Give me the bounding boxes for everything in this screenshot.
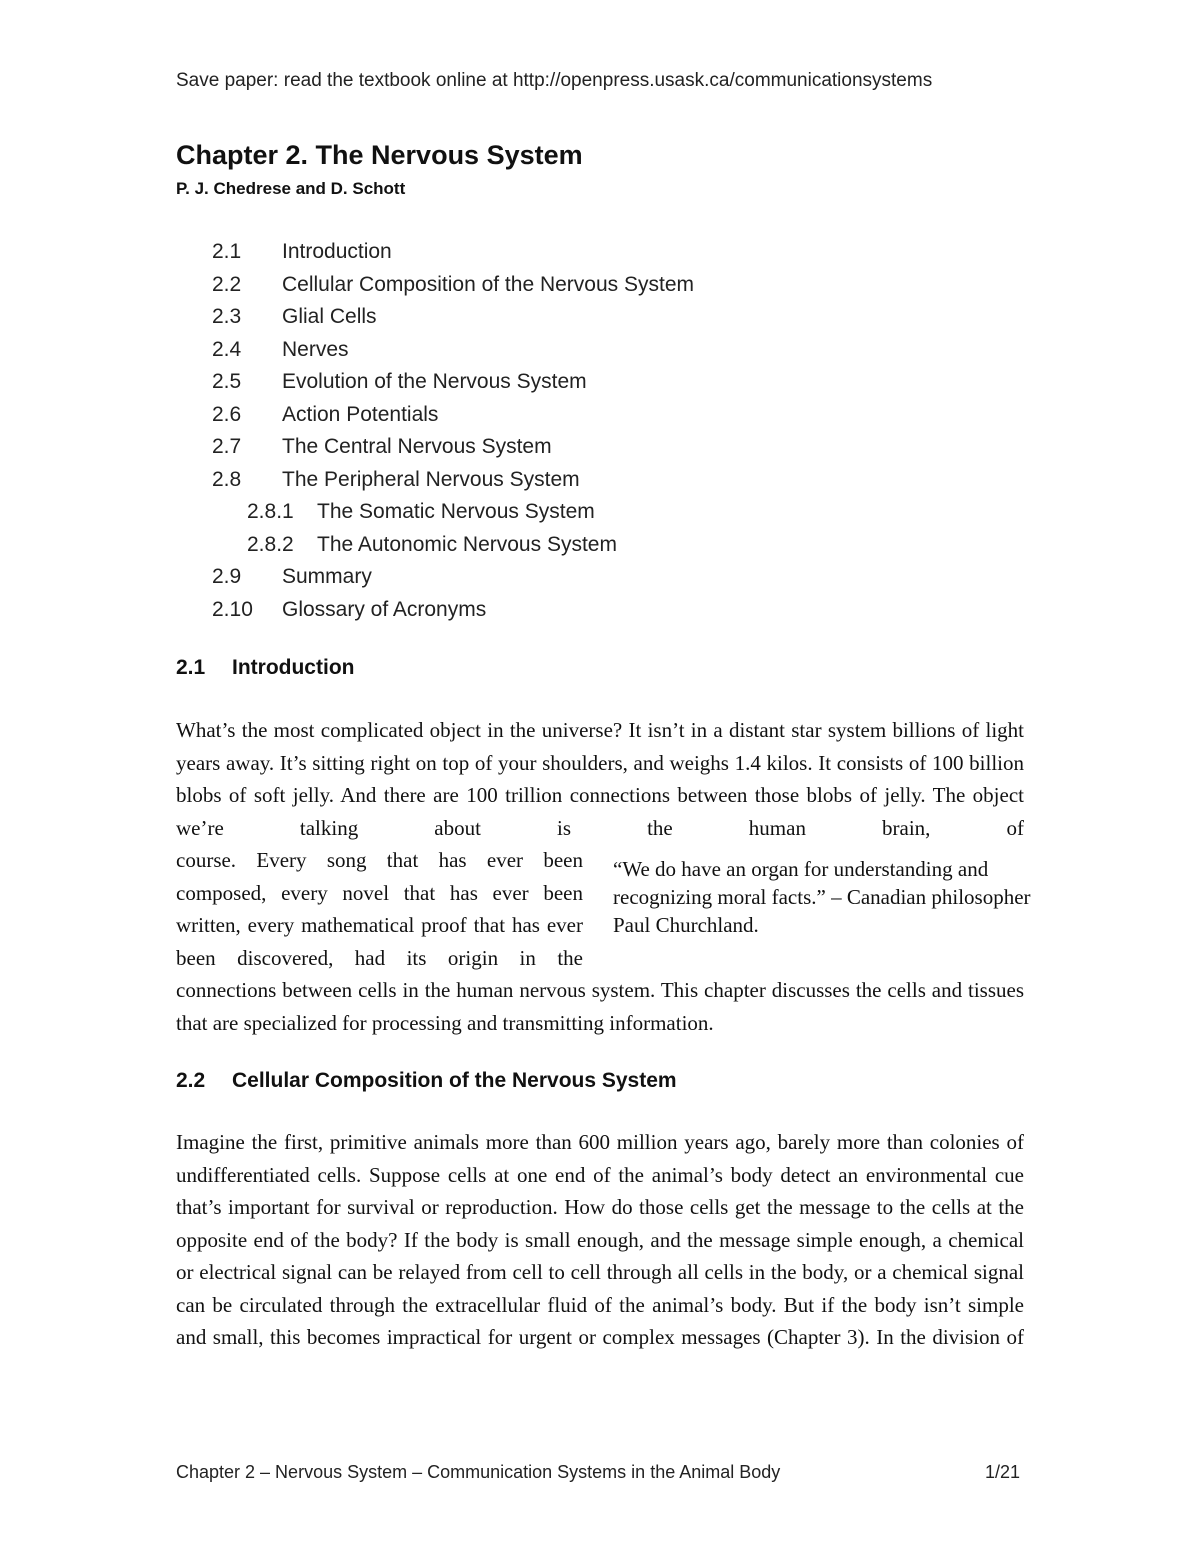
toc-item-number: 2.8.2 — [247, 532, 294, 556]
toc-item — [212, 334, 694, 367]
section-number: 2.1 — [176, 656, 206, 679]
toc-item-number: 2.8.1 — [247, 500, 294, 523]
toc-item-number: 2.7 — [212, 435, 242, 458]
toc-item-number: 2.2 — [212, 272, 242, 296]
toc-item — [212, 431, 694, 464]
toc-item — [212, 464, 694, 497]
toc-item — [212, 594, 694, 627]
toc-item-number: 2.3 — [212, 305, 242, 328]
toc-item-label: Introduction — [282, 240, 392, 263]
section-heading-introduction — [176, 656, 354, 680]
toc-item-label: The Somatic Nervous System — [317, 500, 595, 523]
chapter-title: Chapter 2. The Nervous System — [176, 140, 583, 170]
footer-page-number: 1/21 — [985, 1462, 1021, 1482]
toc-item-number: 2.5 — [212, 370, 242, 393]
intro-paragraph-bottom: connections between cells in the human nervous system. This chapter discusses the cells and tissues that are specialized for processing and transmitting information. — [176, 978, 1024, 1035]
toc-subitem — [212, 529, 694, 562]
table-of-contents — [212, 236, 694, 626]
toc-item-label: Glial Cells — [282, 305, 377, 328]
toc-item — [212, 561, 694, 594]
toc-item — [212, 301, 694, 334]
toc-item-label: The Peripheral Nervous System — [282, 467, 580, 491]
section-number: 2.2 — [176, 1069, 206, 1092]
toc-item — [212, 366, 694, 399]
toc-item-label: Nerves — [282, 337, 349, 361]
toc-item-label: The Central Nervous System — [282, 435, 552, 458]
pull-quote: “We do have an organ for understanding and recognizing moral facts.” – Canadian philosopher Paul Churchland. — [613, 857, 1031, 937]
toc-item-number: 2.8 — [212, 467, 242, 491]
section-title: Introduction — [232, 656, 355, 679]
toc-item-label: Glossary of Acronyms — [282, 597, 487, 621]
toc-item-label: The Autonomic Nervous System — [317, 532, 617, 556]
footer-running-title: Chapter 2 – Nervous System – Communication Systems in the Animal Body — [176, 1462, 781, 1482]
toc-item-label: Action Potentials — [282, 402, 439, 426]
toc-item-number: 2.10 — [212, 597, 253, 621]
toc-item — [212, 236, 694, 269]
header-note: Save paper: read the textbook online at http://openpress.usask.ca/communicationsystems — [176, 70, 933, 91]
intro-paragraph-wrapped: course. Every song that has ever been composed, every novel that has ever been written, every mathematical proof that has ever been discovered, had its origin in the — [176, 848, 583, 970]
toc-item-label: Evolution of the Nervous System — [282, 370, 587, 393]
chapter-authors: P. J. Chedrese and D. Schott — [176, 179, 406, 198]
toc-item-label: Cellular Composition of the Nervous System — [282, 272, 695, 296]
toc-item-number: 2.9 — [212, 565, 242, 588]
toc-item-number: 2.4 — [212, 337, 242, 361]
intro-paragraph-top: What’s the most complicated object in the universe? It isn’t in a distant star system billions of light years away. It’s sitting right on top of your shoulders, and weighs 1.4 kilos. It consists of 100 billion blobs of soft jelly. And there are 100 trillion connections between those blobs of jelly. The object we’re talking about is the human brain, of — [176, 718, 1024, 840]
section-title: Cellular Composition of the Nervous System — [232, 1069, 677, 1092]
toc-item — [212, 399, 694, 432]
section-heading-cellular-composition — [176, 1069, 677, 1093]
toc-item — [212, 269, 694, 302]
toc-subitem — [212, 496, 694, 529]
toc-item-number: 2.6 — [212, 402, 242, 426]
toc-item-number: 2.1 — [212, 240, 242, 263]
toc-item-label: Summary — [282, 565, 372, 588]
cellular-paragraph: Imagine the first, primitive animals more than 600 million years ago, barely more than colonies of undifferentiated cells. Suppose cells at one end of the animal’s body detect an environmental cue that’s important for survival or reproduction. How do those cells get the message to the cells at the opposite end of the body? If the body is small enough, and the message simple enough, a chemical or electrical signal can be relayed from cell to cell through all cells in the body, or a chemical signal can be circulated through the extracellular fluid of the animal’s body. But if the body isn’t simple and small, this becomes impractical for urgent or complex messages (Chapter 3). In the division of — [176, 1130, 1024, 1349]
